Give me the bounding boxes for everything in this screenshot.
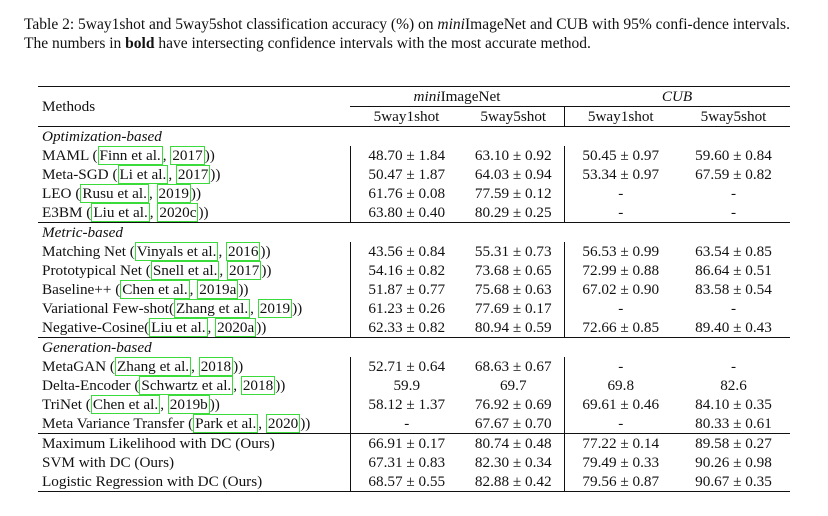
method-name (38, 203, 350, 223)
table-row-ours (38, 472, 790, 492)
accuracy-cell: 63.80 ± 0.40 (350, 203, 463, 223)
accuracy-cell: 69.61 ± 0.46 (564, 395, 677, 414)
citation-close: )) (204, 147, 215, 164)
dataset-header-miniimagenet: miniImageNet (350, 87, 564, 107)
citation-close: )) (260, 243, 271, 260)
table-row (38, 357, 790, 376)
accuracy-cell: - (564, 414, 677, 434)
method-name (38, 242, 350, 261)
method-name (38, 357, 350, 376)
accuracy-cell: 80.33 ± 0.61 (695, 415, 772, 432)
accuracy-cell: 66.91 ± 0.17 (350, 434, 463, 454)
method-label: LEO ( (42, 185, 81, 202)
accuracy-cell: 59.60 ± 0.84 (695, 147, 772, 164)
accuracy-cell: 77.22 ± 0.14 (564, 434, 677, 454)
accuracy-cell: 52.71 ± 0.64 (350, 357, 463, 376)
table-row (38, 299, 790, 318)
group-title: Metric-based (38, 223, 790, 243)
citation-separator: , (250, 300, 258, 317)
citation-year: 2018 (200, 358, 232, 375)
table-row-ours (38, 434, 790, 454)
accuracy-cell: - (564, 357, 677, 376)
accuracy-cell: - (564, 299, 677, 318)
citation-year: 2019 (158, 185, 189, 202)
method-name (38, 376, 350, 395)
citation-close: )) (292, 300, 303, 317)
method-name: Maximum Likelihood with DC (Ours) (38, 434, 350, 454)
citation-year: 2019a (199, 281, 237, 298)
method-name (38, 165, 350, 184)
accuracy-cell: 86.64 ± 0.51 (695, 262, 772, 279)
citation-separator: , (191, 358, 199, 375)
citation-year: 2016 (228, 243, 259, 260)
accuracy-cell: 68.57 ± 0.55 (350, 472, 463, 492)
accuracy-cell: 61.76 ± 0.08 (350, 184, 463, 203)
accuracy-cell: 84.10 ± 0.35 (695, 396, 772, 413)
accuracy-cell: 69.7 (499, 377, 527, 394)
citation-authors: Li et al. (119, 166, 167, 183)
citation-authors: Zhang et al. (176, 300, 249, 317)
accuracy-cell: 89.58 ± 0.27 (677, 434, 790, 454)
accuracy-cell: 89.40 ± 0.43 (695, 319, 772, 336)
accuracy-cell: 67.59 ± 0.82 (695, 166, 772, 183)
accuracy-cell: 63.10 ± 0.92 (474, 147, 552, 164)
accuracy-cell: 80.74 ± 0.48 (463, 434, 564, 454)
citation-close: )) (209, 396, 220, 413)
method-name (38, 146, 350, 165)
method-label: Matching Net ( (42, 243, 135, 260)
method-name (38, 414, 350, 434)
table-row (38, 261, 790, 280)
accuracy-cell: 72.99 ± 0.88 (564, 261, 677, 280)
accuracy-cell: 67.02 ± 0.90 (564, 280, 677, 299)
citation-separator: , (207, 319, 216, 336)
methods-header: Methods (38, 87, 350, 127)
group-title-row (38, 223, 790, 243)
accuracy-cell: - (730, 300, 737, 317)
table-row (38, 318, 790, 338)
citation-authors: Rusu et al. (82, 185, 147, 202)
method-label: Negative-Cosine( (42, 319, 150, 336)
citation-year: 2020 (267, 415, 299, 432)
accuracy-cell: 83.58 ± 0.54 (695, 281, 772, 298)
accuracy-cell: 67.67 ± 0.70 (474, 415, 552, 432)
accuracy-cell: 61.23 ± 0.26 (350, 299, 463, 318)
accuracy-cell: 58.12 ± 1.37 (350, 395, 463, 414)
citation-year: 2017 (228, 262, 260, 279)
accuracy-cell: 75.68 ± 0.63 (474, 281, 552, 298)
accuracy-cell: - (350, 414, 463, 434)
citation-close: )) (261, 262, 272, 279)
citation-close: )) (210, 166, 221, 183)
citation-year: 2018 (242, 377, 274, 394)
citation-authors: Schwartz et al. (141, 377, 232, 394)
group-title-row (38, 338, 790, 358)
table-row (38, 376, 790, 395)
accuracy-cell: 68.63 ± 0.67 (474, 358, 552, 375)
method-name: SVM with DC (Ours) (42, 454, 175, 471)
table-row (38, 165, 790, 184)
citation-year: 2017 (177, 166, 209, 183)
citation-close: )) (198, 204, 209, 221)
method-label: Baseline++ ( (42, 281, 121, 298)
method-name (38, 395, 350, 414)
results-table (38, 86, 790, 492)
accuracy-cell: 59.9 (350, 376, 463, 395)
accuracy-cell: - (730, 358, 737, 375)
citation-separator: , (258, 415, 266, 432)
accuracy-cell: 50.45 ± 0.97 (564, 146, 677, 165)
table-caption (24, 15, 809, 53)
dataset-header-cub: CUB (564, 87, 790, 107)
accuracy-cell: 82.30 ± 0.34 (474, 454, 552, 471)
col-header: 5way5shot (480, 108, 547, 125)
table-row-ours (38, 453, 790, 472)
accuracy-cell: 77.59 ± 0.12 (474, 185, 552, 202)
method-label: Prototypical Net ( (42, 262, 151, 279)
citation-separator: , (233, 377, 241, 394)
accuracy-cell: 82.88 ± 0.42 (463, 472, 564, 492)
citation-authors: Park et al. (195, 415, 257, 432)
citation-close: )) (190, 185, 202, 202)
accuracy-cell: - (730, 185, 737, 202)
accuracy-cell: 82.6 (720, 377, 747, 394)
table-row (38, 146, 790, 165)
table-row (38, 280, 790, 299)
accuracy-cell: 67.31 ± 0.83 (350, 453, 463, 472)
accuracy-cell: 48.70 ± 1.84 (350, 146, 463, 165)
accuracy-cell: 76.92 ± 0.69 (474, 396, 552, 413)
col-header: 5way1shot (373, 108, 440, 125)
citation-close: )) (256, 319, 267, 336)
accuracy-cell: 50.47 ± 1.87 (350, 165, 463, 184)
table-row (38, 203, 790, 223)
accuracy-cell: 79.56 ± 0.87 (564, 472, 677, 492)
citation-separator: , (168, 166, 176, 183)
accuracy-cell: 73.68 ± 0.65 (474, 262, 552, 279)
citation-separator: , (189, 281, 198, 298)
accuracy-cell: 79.49 ± 0.33 (564, 453, 677, 472)
group-title-row (38, 127, 790, 147)
accuracy-cell: 54.16 ± 0.82 (350, 261, 463, 280)
caption-bold-word: bold (125, 35, 155, 52)
group-title: Optimization-based (38, 127, 790, 147)
method-name (38, 280, 350, 299)
accuracy-cell: 90.26 ± 0.98 (695, 454, 772, 471)
method-label: TriNet ( (42, 396, 91, 413)
citation-authors: Chen et al. (92, 396, 159, 413)
table-row (38, 395, 790, 414)
citation-authors: Chen et al. (122, 281, 188, 298)
citation-separator: , (160, 396, 168, 413)
group-title: Generation-based (38, 338, 790, 358)
method-name (38, 184, 350, 203)
accuracy-cell: 43.56 ± 0.84 (350, 242, 463, 261)
method-label: Variational Few-shot( (42, 300, 175, 317)
accuracy-cell: 64.03 ± 0.94 (474, 166, 552, 183)
citation-close: )) (300, 415, 311, 432)
accuracy-cell: - (564, 184, 677, 203)
citation-authors: Vinyals et al. (136, 243, 217, 260)
accuracy-cell: 77.69 ± 0.17 (474, 300, 552, 317)
accuracy-cell: 51.87 ± 0.77 (350, 280, 463, 299)
citation-authors: Snell et al. (152, 262, 218, 279)
table-row (38, 184, 790, 203)
accuracy-cell: 63.54 ± 0.85 (695, 243, 772, 260)
accuracy-cell: 62.33 ± 0.82 (350, 318, 463, 338)
citation-separator: , (219, 262, 227, 279)
accuracy-cell: - (730, 204, 737, 221)
citation-year: 2020a (217, 319, 255, 336)
accuracy-cell: 90.67 ± 0.35 (677, 472, 790, 492)
method-label: MetaGAN ( (42, 358, 115, 375)
caption-part-1: Table 2: 5way1shot and 5way5shot classification accuracy (%) on (24, 16, 438, 33)
method-label: Meta Variance Transfer ( (42, 415, 194, 432)
col-header: 5way5shot (700, 108, 767, 125)
accuracy-cell: 69.8 (564, 376, 677, 395)
citation-separator: , (148, 185, 157, 202)
table-row (38, 414, 790, 434)
accuracy-cell: 55.31 ± 0.73 (474, 243, 552, 260)
accuracy-cell: 72.66 ± 0.85 (564, 318, 677, 338)
method-label: E3BM ( (42, 204, 92, 221)
caption-part-3: have intersecting confidence intervals with the most accurate method. (154, 35, 591, 52)
citation-separator: , (162, 147, 171, 164)
caption-part-2: ImageNet and CUB with 95% confi-dence intervals. The numbers in (24, 16, 790, 52)
citation-close: )) (233, 358, 244, 375)
citation-year: 2019b (169, 396, 208, 413)
accuracy-cell: 56.53 ± 0.99 (564, 242, 677, 261)
citation-authors: Liu et al. (151, 319, 206, 336)
citation-close: )) (238, 281, 249, 298)
col-header: 5way1shot (564, 107, 677, 127)
citation-close: )) (275, 377, 286, 394)
accuracy-cell: 53.34 ± 0.97 (564, 165, 677, 184)
citation-year: 2020c (159, 204, 197, 221)
citation-authors: Finn et al. (99, 147, 161, 164)
caption-mini: mini (437, 16, 465, 33)
citation-authors: Zhang et al. (116, 358, 190, 375)
method-name (38, 299, 350, 318)
method-label: Meta-SGD ( (42, 166, 118, 183)
method-label: MAML ( (42, 147, 98, 164)
table-row (38, 242, 790, 261)
citation-authors: Liu et al. (93, 204, 148, 221)
header-row-datasets (38, 87, 790, 107)
method-name: Logistic Regression with DC (Ours) (38, 472, 350, 492)
accuracy-cell: - (564, 203, 677, 223)
method-name (38, 261, 350, 280)
citation-separator: , (218, 243, 227, 260)
accuracy-cell: 80.94 ± 0.59 (474, 319, 552, 336)
method-name (38, 318, 350, 338)
method-label: Delta-Encoder ( (42, 377, 140, 394)
accuracy-cell: 80.29 ± 0.25 (474, 204, 552, 221)
citation-year: 2017 (172, 147, 203, 164)
citation-separator: , (149, 204, 158, 221)
citation-year: 2019 (259, 300, 291, 317)
